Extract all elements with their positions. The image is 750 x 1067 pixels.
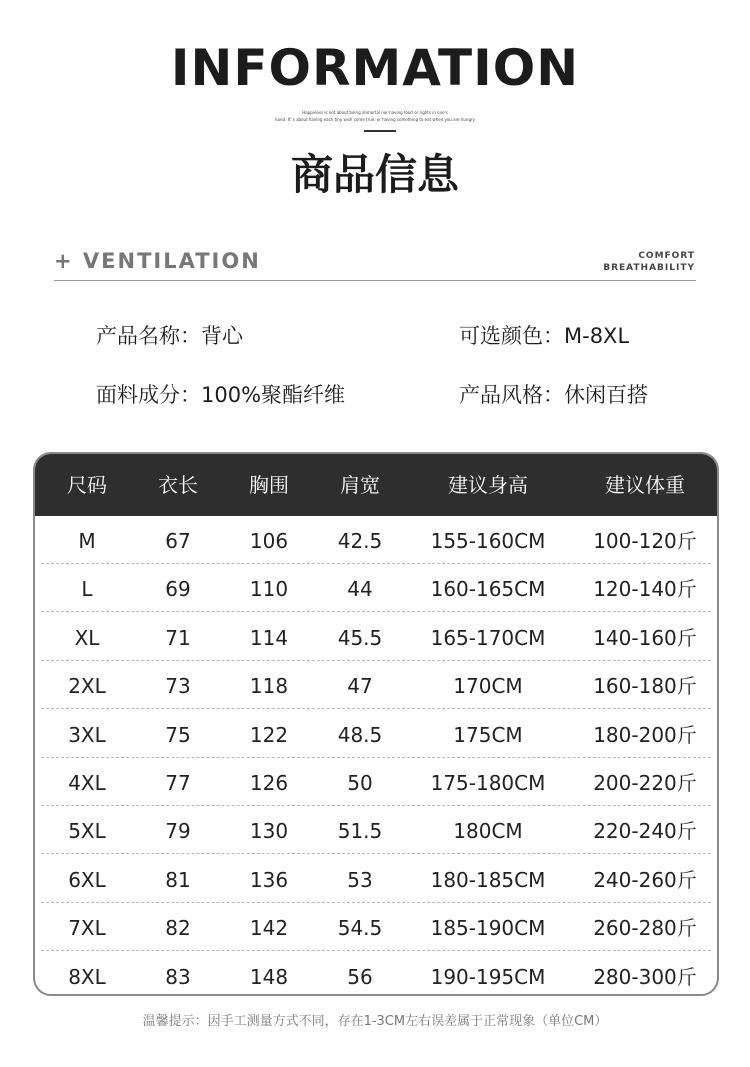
cell-col-length: 82 xyxy=(165,916,191,941)
tagline-line-1: Happiness is not about being immortal nor having food or rights in one's xyxy=(302,110,448,115)
cell-col-shoulder: 56 xyxy=(347,964,373,989)
cell-col-size: 7XL xyxy=(68,916,106,941)
cell-col-length: 73 xyxy=(165,674,191,699)
table-row xyxy=(35,516,717,564)
side-label-line-1: COMFORT xyxy=(638,251,695,261)
cell-col-weight: 100-120斤 xyxy=(593,529,697,553)
info-product-name-label: 产品名称： xyxy=(96,324,201,348)
footnote: 温馨提示：因手工测量方式不同，存在1-3CM左右误差属于正常现象（单位CM） xyxy=(142,1014,608,1029)
cell-col-chest: 106 xyxy=(249,529,289,553)
table-row xyxy=(35,806,717,854)
table-row xyxy=(35,613,717,661)
header-col-size: 尺码 xyxy=(67,473,107,497)
side-label-line-2: BREATHABILITY xyxy=(603,263,695,273)
page-subtitle: 商品信息 xyxy=(290,150,459,199)
cell-col-length: 69 xyxy=(165,577,191,602)
info-style-value: 休闲百搭 xyxy=(564,383,648,407)
cell-col-chest: 114 xyxy=(249,625,289,650)
cell-col-weight: 120-140斤 xyxy=(593,577,697,602)
cell-col-chest: 142 xyxy=(249,916,289,941)
cell-col-height: 160-165CM xyxy=(430,577,546,602)
cell-col-chest: 126 xyxy=(249,771,289,795)
cell-col-size: 8XL xyxy=(68,964,106,989)
header-col-weight: 建议体重 xyxy=(605,473,685,497)
info-style-label: 产品风格： xyxy=(459,383,564,407)
cell-col-shoulder: 48.5 xyxy=(337,722,383,747)
cell-col-weight: 220-240斤 xyxy=(593,819,697,844)
cell-col-length: 75 xyxy=(165,722,191,747)
table-row xyxy=(35,710,717,758)
cell-col-height: 175CM xyxy=(453,722,523,747)
cell-col-height: 190-195CM xyxy=(430,964,546,989)
cell-col-weight: 180-200斤 xyxy=(593,722,697,747)
cell-col-shoulder: 54.5 xyxy=(337,916,383,941)
cell-col-size: 5XL xyxy=(68,819,106,844)
info-colors-value: M-8XL xyxy=(564,324,630,348)
cell-col-shoulder: 45.5 xyxy=(337,625,383,650)
table-row xyxy=(35,758,717,806)
cell-col-length: 79 xyxy=(165,819,191,844)
cell-col-length: 67 xyxy=(165,529,191,553)
cell-col-height: 170CM xyxy=(453,674,523,699)
section-label: + VENTILATION xyxy=(54,249,261,273)
cell-col-shoulder: 42.5 xyxy=(337,529,383,553)
cell-col-chest: 110 xyxy=(249,577,289,602)
info-style xyxy=(459,381,648,409)
info-product-name-value: 背心 xyxy=(201,324,243,348)
info-colors-label: 可选颜色： xyxy=(459,324,564,348)
header-col-height: 建议身高 xyxy=(448,473,528,497)
table-row xyxy=(35,564,717,612)
cell-col-size: 6XL xyxy=(68,867,106,892)
cell-col-shoulder: 44 xyxy=(347,577,373,602)
cell-col-chest: 148 xyxy=(249,964,289,989)
title-divider xyxy=(364,130,396,132)
cell-col-chest: 136 xyxy=(249,867,289,892)
cell-col-weight: 160-180斤 xyxy=(593,674,697,699)
cell-col-weight: 260-280斤 xyxy=(593,916,697,941)
header-col-length: 衣长 xyxy=(158,473,198,497)
section-side-label xyxy=(603,250,695,274)
cell-col-length: 77 xyxy=(165,771,191,795)
info-colors xyxy=(459,322,629,350)
size-table-header xyxy=(35,454,717,516)
cell-col-size: 4XL xyxy=(68,771,106,795)
cell-col-chest: 130 xyxy=(249,819,289,844)
tagline-line-2: hand. It' s about having each tiny wish come true, or having something to eat when you are hungry xyxy=(274,117,476,122)
cell-col-size: L xyxy=(81,577,93,602)
info-product-name xyxy=(96,322,243,350)
cell-col-weight: 140-160斤 xyxy=(593,625,697,650)
cell-col-weight: 200-220斤 xyxy=(593,771,697,795)
table-row xyxy=(35,903,717,951)
cell-col-size: XL xyxy=(74,625,100,650)
cell-col-weight: 280-300斤 xyxy=(593,964,697,989)
cell-col-length: 83 xyxy=(165,964,191,989)
cell-col-height: 155-160CM xyxy=(430,529,546,553)
cell-col-size: 3XL xyxy=(68,722,106,747)
cell-col-size: M xyxy=(78,529,96,553)
info-fabric-label: 面料成分： xyxy=(96,383,201,407)
cell-col-height: 165-170CM xyxy=(430,625,546,650)
cell-col-length: 81 xyxy=(165,867,191,892)
cell-col-shoulder: 53 xyxy=(347,867,373,892)
cell-col-height: 180CM xyxy=(453,819,523,844)
info-fabric xyxy=(96,381,345,409)
info-fabric-value: 100%聚酯纤维 xyxy=(201,383,346,407)
cell-col-length: 71 xyxy=(165,625,191,650)
cell-col-chest: 118 xyxy=(249,674,289,699)
cell-col-height: 180-185CM xyxy=(430,867,546,892)
table-row xyxy=(35,661,717,709)
page-title: INFORMATION xyxy=(170,39,580,97)
cell-col-shoulder: 51.5 xyxy=(337,819,383,844)
table-row xyxy=(35,952,717,996)
cell-col-shoulder: 47 xyxy=(347,674,373,699)
cell-col-height: 175-180CM xyxy=(430,771,546,795)
cell-col-height: 185-190CM xyxy=(430,916,546,941)
cell-col-size: 2XL xyxy=(68,674,106,699)
cell-col-weight: 240-260斤 xyxy=(593,867,697,892)
size-table xyxy=(33,452,719,996)
cell-col-shoulder: 50 xyxy=(347,771,373,795)
section-divider xyxy=(54,280,696,281)
table-row xyxy=(35,855,717,903)
header-col-chest: 胸围 xyxy=(249,473,289,497)
cell-col-chest: 122 xyxy=(249,722,289,747)
header-col-shoulder: 肩宽 xyxy=(340,473,380,497)
